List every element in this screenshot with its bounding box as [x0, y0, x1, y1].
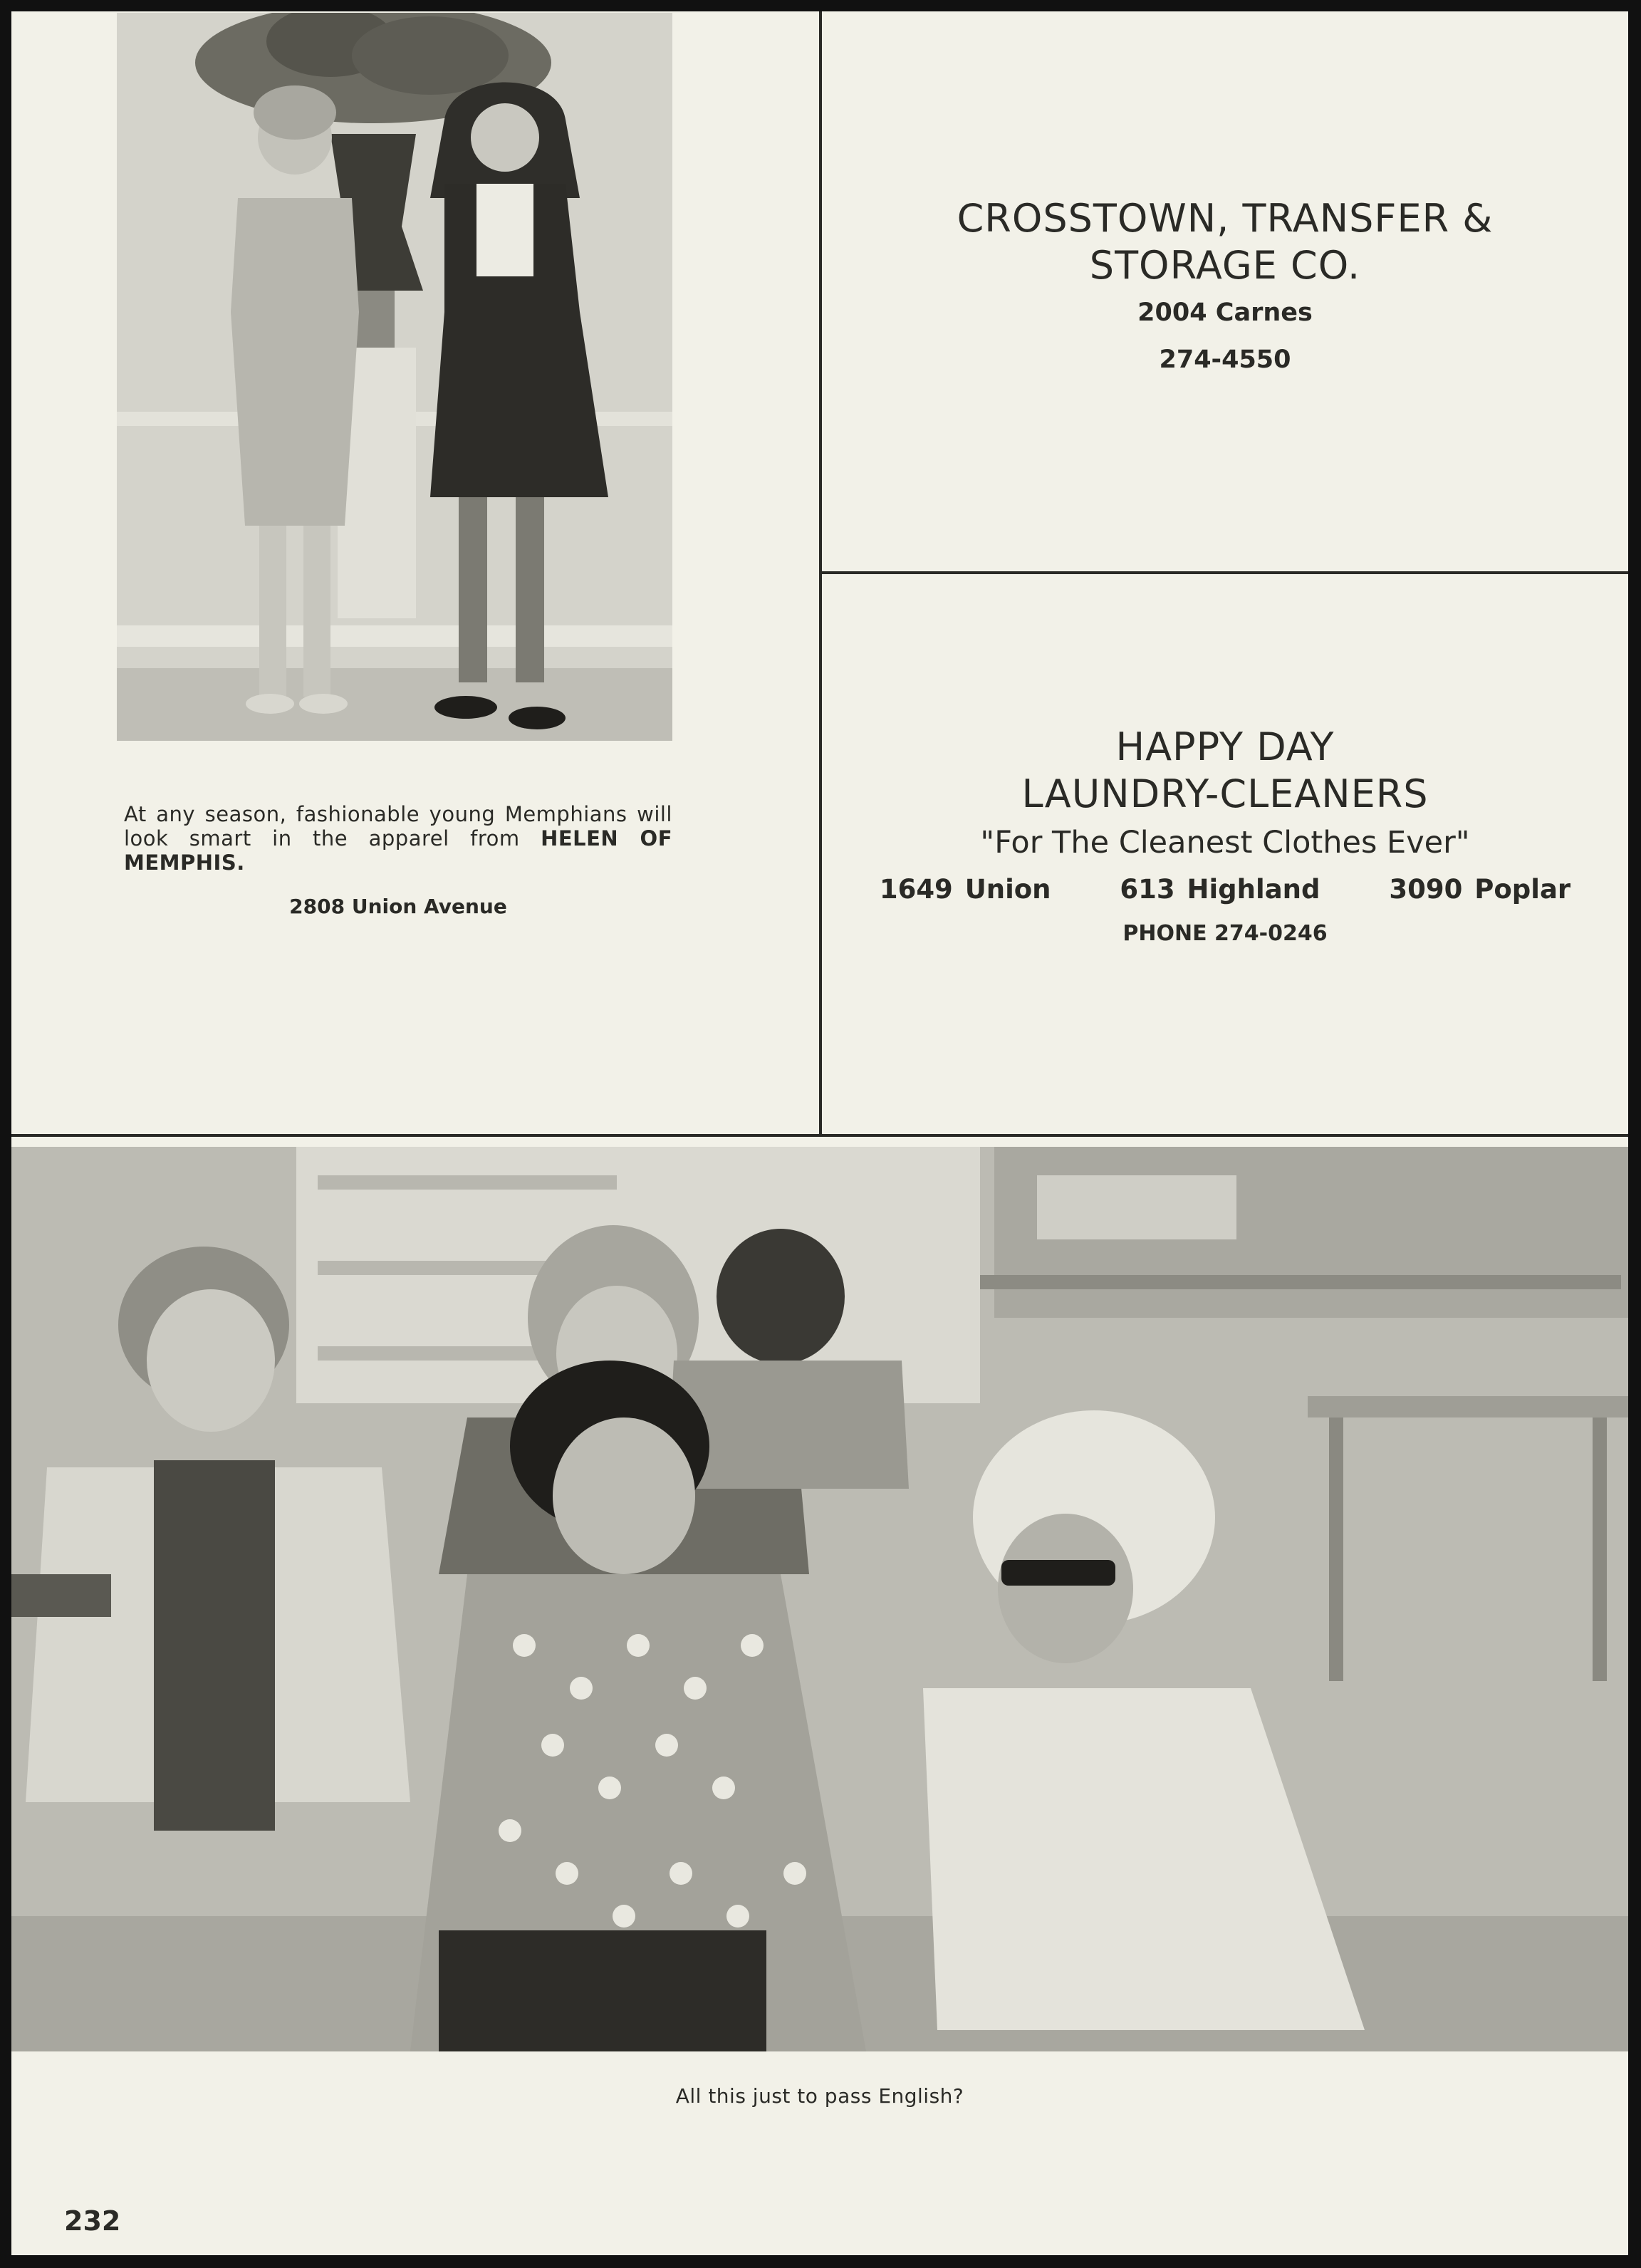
classroom-photo-illustration: [11, 1147, 1628, 2051]
yearbook-page: [11, 11, 1628, 2255]
happy-day-title-line2: LAUNDRY-CLEANERS: [1021, 771, 1429, 816]
location-item: 1649 Union: [879, 874, 1051, 905]
fashion-photo-illustration: [117, 13, 672, 741]
photo-two-women-fashion: [117, 13, 672, 741]
horizontal-divider-right: [819, 571, 1628, 574]
crosstown-ad: [822, 195, 1628, 383]
crosstown-phone: 274-4550: [1159, 345, 1291, 374]
helen-of-memphis-address: 2808 Union Avenue: [289, 895, 507, 918]
happy-day-title-line1: HAPPY DAY: [1115, 724, 1335, 769]
happy-day-ad: [822, 724, 1628, 956]
classroom-photo-caption: All this just to pass English?: [675, 2084, 964, 2108]
caption-intro-text: At any season, fashionable young Memphians will look smart in the apparel from: [124, 802, 672, 850]
caption-store-name: HELEN OF MEMPHIS.: [124, 826, 672, 875]
horizontal-divider-middle: [11, 1134, 1628, 1137]
happy-day-phone: PHONE 274-0246: [1122, 921, 1328, 946]
crosstown-title-line1: CROSSTOWN, TRANSFER &: [957, 196, 1494, 241]
helen-of-memphis-caption: [124, 802, 672, 875]
crosstown-address: 2004 Carnes: [1137, 298, 1313, 327]
location-item: 613 Highland: [1120, 874, 1320, 905]
page-number: 232: [64, 2205, 121, 2237]
location-item: 3090 Poplar: [1389, 874, 1571, 905]
happy-day-locations: [822, 868, 1628, 912]
photo-classroom: [11, 1147, 1628, 2051]
crosstown-title-line2: STORAGE CO.: [1089, 243, 1361, 288]
vertical-divider-top: [819, 11, 822, 1137]
happy-day-slogan: "For The Cleanest Clothes Ever": [980, 825, 1470, 860]
